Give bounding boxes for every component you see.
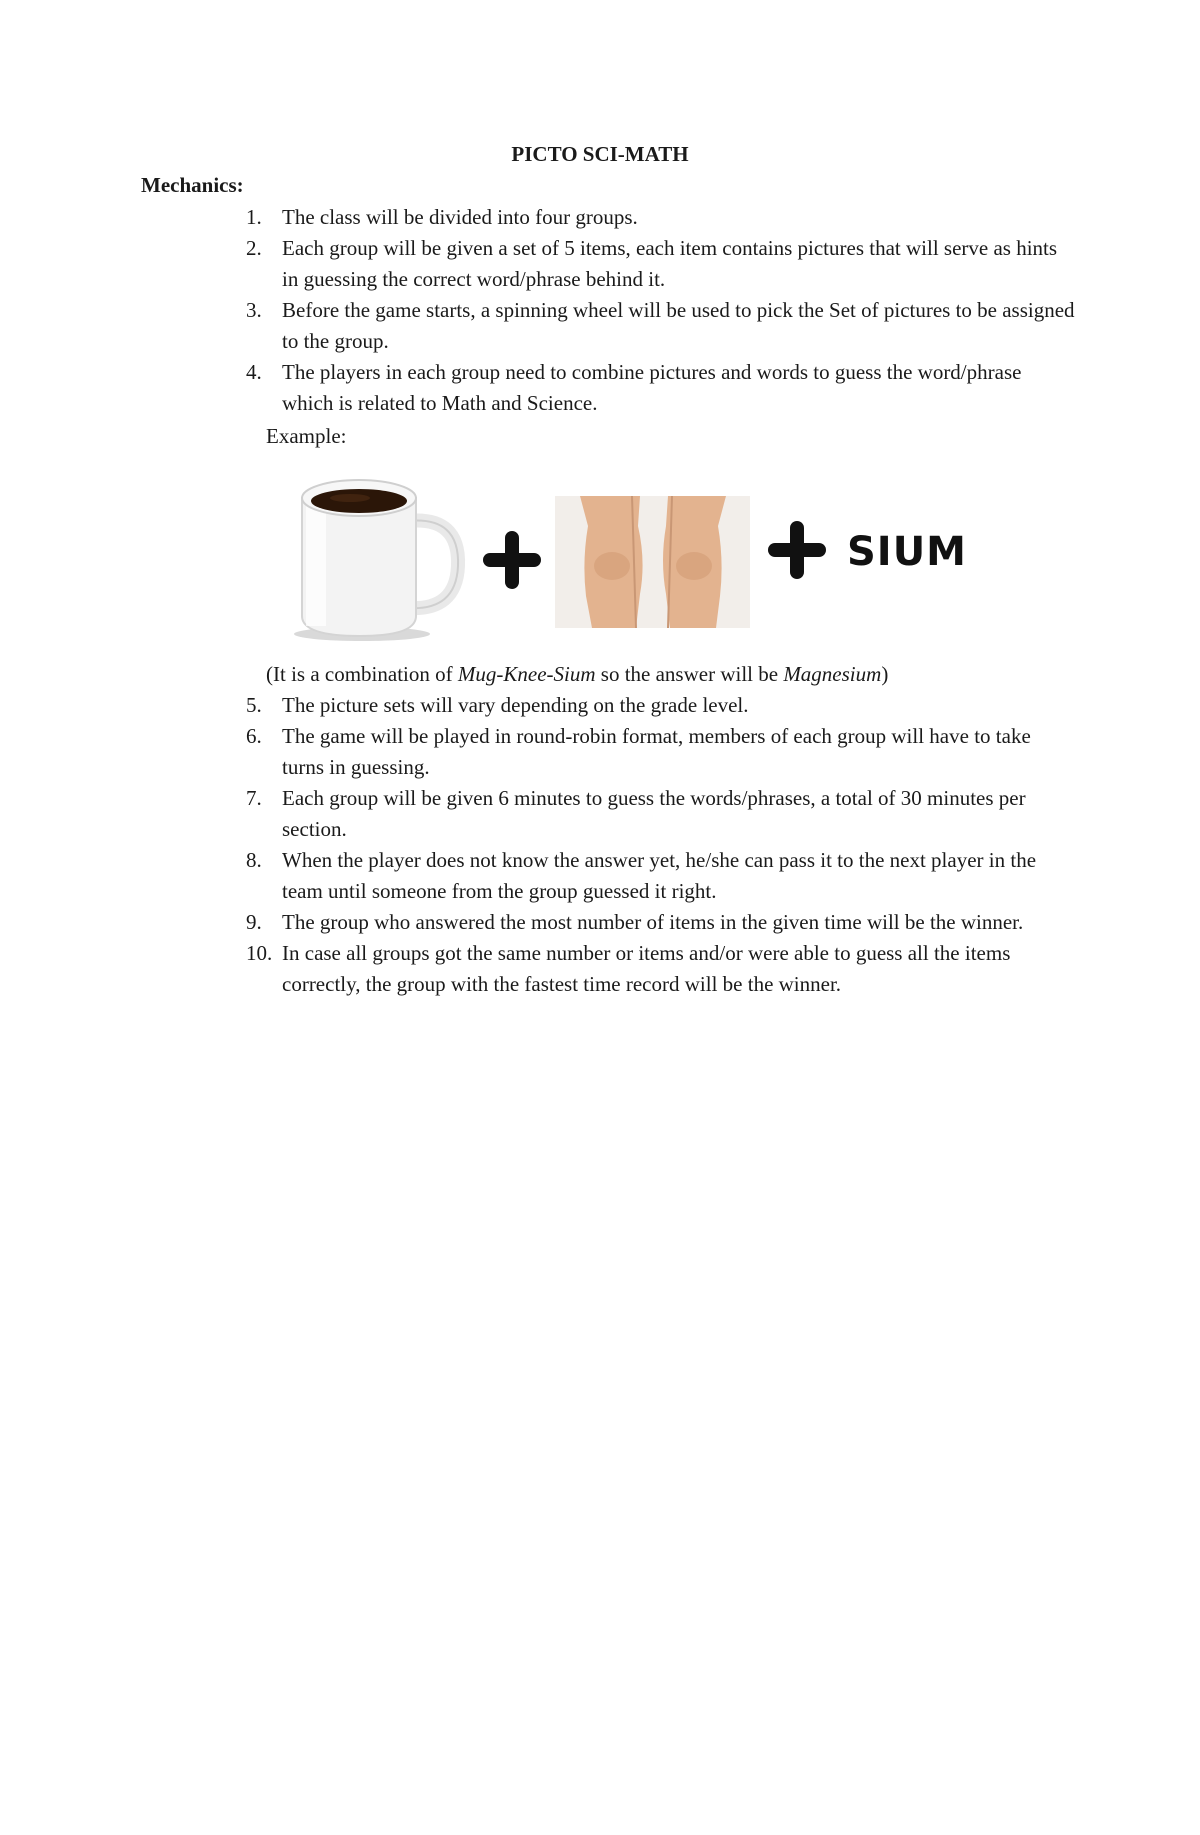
list-item — [246, 233, 1076, 295]
mechanics-list-part-1 — [246, 202, 1076, 419]
item-number: 1. — [246, 205, 262, 229]
list-item — [246, 202, 1076, 233]
caption-suffix: ) — [881, 662, 889, 686]
item-text: The game will be played in round-robin format, members of each group will have to take turns in guessing. — [282, 724, 1031, 779]
caption-prefix: (It is a combination of — [266, 662, 458, 686]
item-text: Before the game starts, a spinning wheel will be used to pick the Set of pictures to be assigned to the group. — [282, 298, 1075, 353]
item-text: The class will be divided into four groups. — [282, 205, 638, 229]
item-text: The picture sets will vary depending on the grade level. — [282, 693, 749, 717]
item-number: 7. — [246, 786, 262, 810]
sium-word: SIUM — [847, 529, 967, 575]
knees-image — [555, 496, 750, 628]
item-text: Each group will be given a set of 5 items, each item contains pictures that will serve as hints in guessing the correct word/phrase behind it. — [282, 236, 1058, 291]
mechanics-list-part-2 — [246, 690, 1076, 1000]
item-text: The group who answered the most number of items in the given time will be the winner. — [282, 910, 1024, 934]
item-text: The players in each group need to combine pictures and words to guess the word/phrase which is related to Math and Science. — [282, 360, 1022, 415]
item-text: When the player does not know the answer yet, he/she can pass it to the next player in the team until someone from the group guessed it right. — [282, 848, 1037, 903]
list-item — [246, 938, 1076, 1000]
plus-icon — [768, 521, 826, 579]
caption-middle: so the answer will be — [595, 662, 784, 686]
item-text: In case all groups got the same number or items and/or were able to guess all the items correctly, the group with the fastest time record will be the winner. — [282, 941, 1011, 996]
item-number: 6. — [246, 724, 262, 748]
item-number: 9. — [246, 910, 262, 934]
plus-icon — [483, 531, 541, 589]
caption-answer: Magnesium — [783, 662, 882, 686]
page-title: PICTO SCI-MATH — [511, 142, 689, 166]
list-item — [246, 845, 1076, 907]
item-number: 4. — [246, 360, 262, 384]
mug-image — [294, 480, 458, 641]
example-label: Example: — [266, 424, 347, 448]
item-number: 3. — [246, 298, 262, 322]
item-text: Each group will be given 6 minutes to guess the words/phrases, a total of 30 minutes per section. — [282, 786, 1026, 841]
list-item — [246, 783, 1076, 845]
caption-term: Mug-Knee-Sium — [457, 662, 596, 686]
mechanics-heading: Mechanics: — [141, 173, 244, 197]
example-caption — [266, 659, 888, 690]
list-item — [246, 721, 1076, 783]
list-item — [246, 907, 1076, 938]
list-item — [246, 357, 1076, 419]
item-number: 10. — [246, 941, 273, 965]
item-number: 8. — [246, 848, 262, 872]
item-number: 2. — [246, 236, 262, 260]
list-item — [246, 690, 1076, 721]
item-number: 5. — [246, 693, 262, 717]
example-picture-puzzle — [280, 466, 967, 646]
list-item — [246, 295, 1076, 357]
